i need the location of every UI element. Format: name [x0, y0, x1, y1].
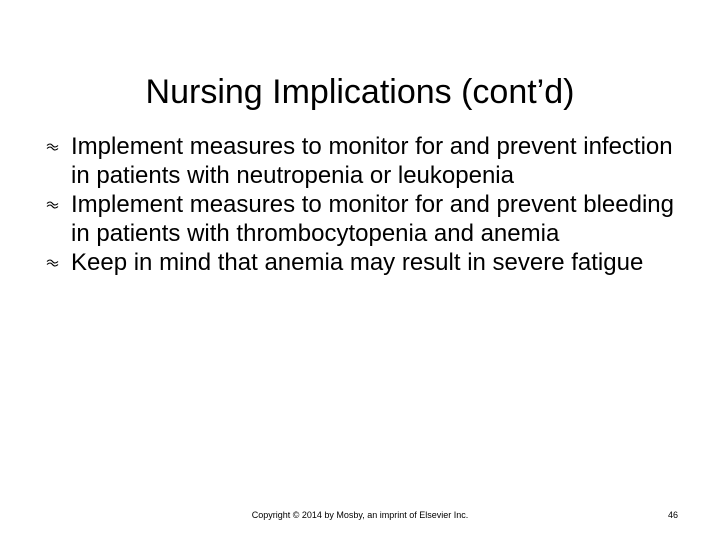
bullet-text: Implement measures to monitor for and prevent infection in patients with neutropenia or leukopenia — [71, 133, 673, 189]
slide-title: Nursing Implications (cont’d) — [145, 72, 575, 111]
bullet-item-3 — [44, 248, 684, 277]
wave-bullet-icon — [44, 248, 60, 277]
page-number: 46 — [667, 510, 678, 520]
bullet-text: Keep in mind that anemia may result in severe fatigue — [71, 249, 644, 276]
bullet-item-1 — [44, 132, 684, 190]
bullet-list — [44, 132, 684, 277]
bullet-text: Implement measures to monitor for and prevent bleeding in patients with thrombocytopenia and anemia — [71, 191, 674, 247]
wave-bullet-icon — [44, 190, 60, 219]
footer-copyright: Copyright © 2014 by Mosby, an imprint of Elsevier Inc. — [251, 510, 469, 520]
wave-bullet-icon — [44, 132, 60, 161]
bullet-item-2 — [44, 190, 684, 248]
